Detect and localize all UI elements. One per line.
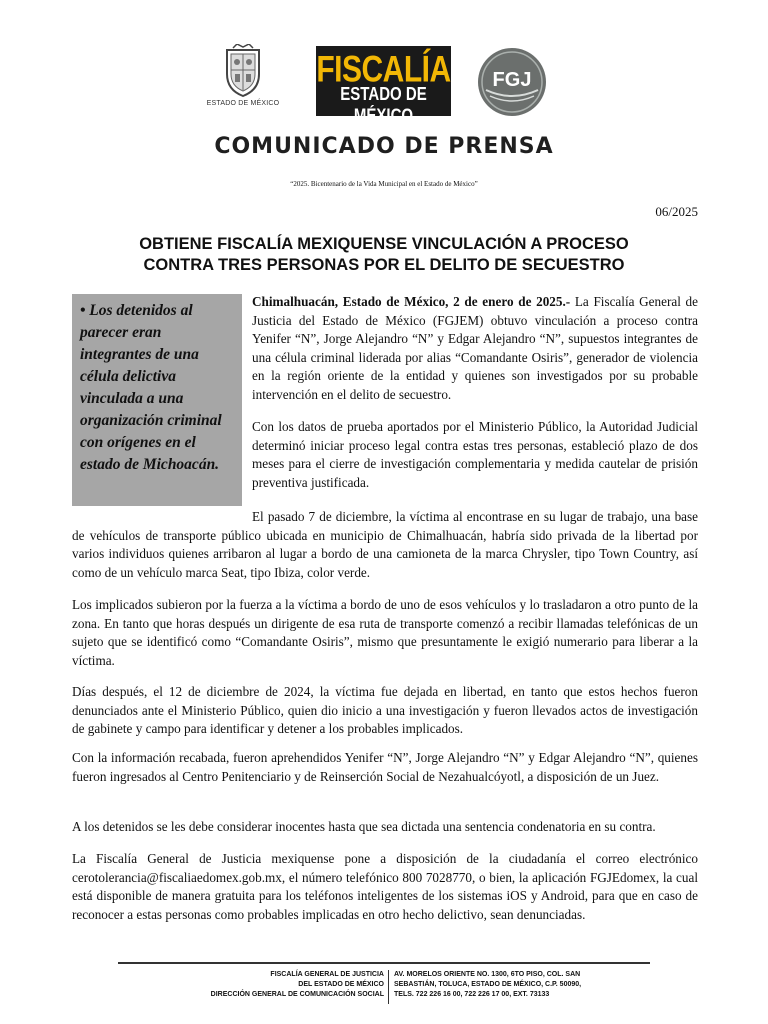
footer-institution bbox=[211, 970, 384, 1000]
fgj-logo bbox=[476, 46, 548, 118]
footer-address-line: TELS. 722 226 16 00, 722 226 17 00, EXT. 73133 bbox=[394, 991, 550, 998]
dateline: Chimalhuacán, Estado de México, 2 de enero de 2025.- bbox=[252, 294, 571, 309]
footer bbox=[118, 970, 650, 1006]
paragraph-1 bbox=[252, 293, 698, 405]
highlight-text: • Los detenidos al parecer eran integrantes de una célula delictiva vinculada a una organización criminal con orígenes en el estado de Michoacán. bbox=[80, 302, 222, 473]
coat-of-arms-icon bbox=[223, 44, 263, 98]
fiscalia-logo-subtext: ESTADO DE MÉXICO bbox=[340, 84, 427, 127]
release-number: 06/2025 bbox=[655, 204, 698, 219]
footer-institution-line: FISCALÍA GENERAL DE JUSTICIA bbox=[270, 971, 384, 978]
paragraph-7: A los detenidos se les debe considerar inocentes hasta que sea dictada una sentencia condenatoria en su contra. bbox=[72, 819, 656, 834]
footer-address-line: SEBASTIÁN, TOLUCA, ESTADO DE MÉXICO, C.P. 50090, bbox=[394, 981, 582, 988]
fgj-emblem-icon bbox=[476, 46, 548, 118]
paragraph-5: Días después, el 12 de diciembre de 2024, la víctima fue dejada en libertad, en tanto que estos hechos fueron denunciados ante el Ministerio Público, quien dio inicio a una investigación y fueron llevados actos de investigación de gabinete y campo para identificar y detener a los probables implicados. bbox=[72, 684, 698, 737]
headline-line-1: OBTIENE FISCALÍA MEXIQUENSE VINCULACIÓN A PROCESO bbox=[139, 235, 629, 253]
paragraph-1-text: La Fiscalía General de Justicia del Estado de México (FGJEM) obtuvo vinculación a proceso contra Yenifer “N”, Jorge Alejandro “N” y Edgar Alejandro “N”, supuestos integrantes de una célula criminal liderada por alias “Comandante Osiris”, generador de violencia en la región oriente de la entidad y quienes son investigados por su probable intervención en el delito de secuestro. bbox=[252, 294, 699, 402]
footer-institution-line: DEL ESTADO DE MÉXICO bbox=[298, 981, 384, 988]
paragraph-2: Con los datos de prueba aportados por el Ministerio Público, la Autoridad Judicial determinó iniciar proceso legal contra estas tres personas, estableció plazo de dos meses para el cierre de investigación complementaria y medida cautelar de prisión preventiva justificada. bbox=[252, 419, 698, 490]
headline-line-2: CONTRA TRES PERSONAS POR EL DELITO DE SECUESTRO bbox=[143, 256, 625, 274]
fiscalia-logo-text: FISCALÍA bbox=[316, 48, 451, 90]
fgj-logo-text: FGJ bbox=[492, 69, 532, 91]
edomex-caption: ESTADO DE MÉXICO bbox=[206, 100, 280, 107]
footer-vertical-divider bbox=[388, 970, 389, 1004]
paragraph-4: Los implicados subieron por la fuerza a la víctima a bordo de uno de esos vehículos y lo trasladaron a otro punto de la zona. En tanto que horas después un dirigente de esa ruta de transporte comenzó a recibir llamadas telefónicas de un sujeto que se identificó como “Comandante Osiris”, mismo que presuntamente le exigió numerario para liberar a la víctima. bbox=[72, 597, 698, 668]
footer-address bbox=[394, 970, 581, 1000]
paragraph-3-text: El pasado 7 de diciembre, la víctima al encontrase en su lugar de trabajo, una base de vehículos de transporte público ubicada en municipio de Chimalhuacán, habría sido privada de la libertad por varios individuos quienes arribaron al lugar a bordo de una camioneta de la marca Chrysler, tipo Town Country, así como de un vehículo marca Seat, tipo Ibiza, color verde. bbox=[72, 509, 698, 580]
footer-address-line: AV. MORELOS ORIENTE NO. 1300, 6TO PISO, COL. SAN bbox=[394, 971, 581, 978]
header-logos bbox=[0, 44, 768, 127]
headline bbox=[70, 234, 698, 276]
footer-institution-line: DIRECCIÓN GENERAL DE COMUNICACIÓN SOCIAL bbox=[210, 991, 384, 998]
official-motto: “2025. Bicentenario de la Vida Municipal en el Estado de México” bbox=[290, 180, 478, 188]
press-release-title: COMUNICADO DE PRENSA bbox=[214, 134, 554, 159]
paragraph-3 bbox=[72, 508, 698, 582]
footer-divider bbox=[118, 962, 650, 964]
estado-de-mexico-logo bbox=[203, 44, 283, 120]
highlight-box bbox=[72, 294, 242, 506]
paragraph-6: Con la información recabada, fueron aprehendidos Yenifer “N”, Jorge Alejandro “N” y Edgar Alejandro “N”, quienes fueron ingresados al Centro Penitenciario y de Reinserción Social de Nezahualcóyotl, a disposición de un Juez. bbox=[72, 750, 698, 784]
paragraph-8: La Fiscalía General de Justicia mexiquense pone a disposición de la ciudadanía el correo electrónico cerotolerancia@fiscaliaedomex.gob.mx, el número telefónico 800 7028770, o bien, la aplicación FGJEdomex, la cual está disponible de manera gratuita para los teléfonos inteligentes de los sistemas iOS y Android, para que en caso de reconocer a estas personas como probables implicadas en otro hecho delictivo, sean denunciadas. bbox=[72, 851, 698, 922]
fiscalia-logo bbox=[316, 46, 451, 127]
